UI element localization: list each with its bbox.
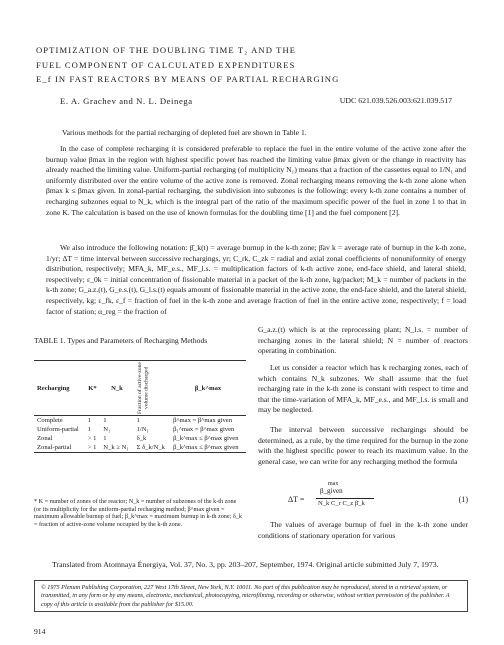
equation-1 bbox=[288, 481, 468, 516]
table-row bbox=[34, 443, 246, 453]
table-cell: > 1 bbox=[87, 444, 97, 451]
table-cell: δ_k bbox=[136, 435, 147, 442]
table-cell: β_k^max ≤ β^max given bbox=[173, 435, 239, 442]
paragraph-5: The interval between successive rechargings should be determined, as a rule, by the time required for the burnup in the zone with the highest specific power to reach its maximum value. In the general case, we can write for any recharging method the formula bbox=[258, 425, 468, 466]
table-cell: β_k^max ≤ β^max given bbox=[173, 444, 239, 451]
table-header-row bbox=[34, 361, 246, 416]
equation-max-label: max bbox=[328, 481, 339, 487]
table-cell: 1 bbox=[103, 435, 107, 442]
table-cell: Complete bbox=[37, 417, 63, 424]
paragraph-2: In the case of complete recharging it is considered preferable to replace the fuel in the entire volume of the active zone after the burnup value βmax in the region with highest specific power has reached the limiting value βmax given or the change in reactivity has already reached the limiting value. Uniform-partial recharging (of multiplicity N₁) means that a fraction of the cassettes equal to 1/N₁ and uniformly distributed over the entire volume of the active zone is removed. Zonal recharging means removing the k-th zone alone when βmax k ≤ βmax given. In zonal-partial recharging, the subdivision into subzones is the following: every k-th zone contains a number of recharging subzones equal to N_k, which is the integral part of the ratio of the maximum specific power of the fuel in zone 1 to that in zone K. The calculation is based on the use of known formulas for the doubling time [1] and the fuel component [2]. bbox=[46, 144, 466, 217]
table-cell: Σ δ_k/N_k bbox=[136, 444, 165, 451]
fraction-bar bbox=[316, 498, 374, 499]
title-line-2: FUEL COMPONENT OF CALCULATED EXPENDITURES bbox=[36, 59, 296, 70]
table-cell: 1 bbox=[87, 417, 92, 424]
paragraph-6: The values of average burnup of fuel in the k-th zone under conditions of stationary operation for various bbox=[258, 520, 468, 540]
udc-code: UDC 621.039.526.003:621.039.517 bbox=[339, 96, 452, 105]
equation-denominator: N_k C_r C_z β̄_k bbox=[318, 500, 365, 507]
table-cell: Uniform-partial bbox=[37, 426, 79, 433]
table-cell: > 1 bbox=[87, 435, 97, 442]
equation-numerator: β_given bbox=[320, 487, 343, 495]
equation-number: (1) bbox=[458, 495, 468, 504]
table-caption: TABLE 1. Types and Parameters of Recharging Methods bbox=[34, 336, 208, 345]
table-cell: β^max = β^max given bbox=[173, 417, 233, 424]
table-cell: Zonal-partial bbox=[37, 444, 72, 451]
paragraph-4: Let us consider a reactor which has k recharging zones, each of which contains N_k subzones. We shall assume that the fuel recharging rate in the k-th zone is constant with respect to time and that the time-variation of MFA_k, MF_e.s., and MF_l.s. is small and may be neglected. bbox=[258, 363, 468, 415]
table-header: K* bbox=[88, 384, 97, 392]
table-cell: N_k ≥ N₁ bbox=[103, 444, 129, 451]
table-cell: β₁^max = β^max given bbox=[173, 426, 235, 433]
paragraph-3-continued: G_a.z.(t) which is at the reprocessing plant; N_l.s. = number of recharging zones in the lateral shield; N = number of reactors operating in combination. bbox=[258, 325, 468, 356]
table-cell: N₁ bbox=[103, 426, 111, 433]
table-header: β_k^max bbox=[194, 384, 222, 392]
copyright-notice: © 1975 Plenum Publishing Corporation, 227 West 17th Street, New York, N.Y. 10011. No part of this publication may be reproduced, stored in a retrieval system, or transmitted, in any form or by any means, electronic, mechanical, photocopying, microfilming, recording or otherwise, without written permission of the publisher. A copy of this article is available from the publisher for $15.00. bbox=[34, 580, 468, 612]
table-header: Recharging bbox=[37, 384, 70, 392]
table-header: N_k bbox=[111, 384, 123, 392]
paper-title bbox=[36, 43, 476, 87]
table-row bbox=[34, 434, 246, 443]
page-number: 914 bbox=[34, 627, 46, 636]
table-row bbox=[34, 425, 246, 434]
table-cell: 1 bbox=[87, 426, 92, 433]
equation-lhs: ΔT = bbox=[288, 495, 305, 504]
translation-note: Translated from Atomnaya Énergiya, Vol. 37, No. 3, pp. 203–207, September, 1974. Original article submitted July 7, 1973. bbox=[52, 560, 439, 569]
table-header: Fraction of active-zone volume discharged bbox=[136, 362, 149, 414]
title-line-3: E_f IN FAST REACTORS BY MEANS OF PARTIAL RECHARGING bbox=[36, 74, 340, 84]
table-cell: Zonal bbox=[37, 435, 53, 442]
table-recharging-methods bbox=[34, 360, 246, 453]
table-cell: 1/N₁ bbox=[136, 426, 149, 433]
table-cell: 1 bbox=[103, 417, 107, 424]
table-row bbox=[34, 416, 246, 426]
table-cell: 1 bbox=[136, 417, 140, 424]
paragraph-3: We also introduce the following notation: β̄_k(t) = average burnup in the k-th zone; β̄av k = average rate of burnup in the k-th zone, 1/yr; ΔT = time interval between successive rechargings, yr; C_rk, C_zk = radial and axial zonal coefficients of nonuniformity of energy distribution, respectively; MFA_k, MF_e.s., MF_l.s. = multiplication factors of k-th active zone, end-face shield, and lateral shield, respectively; ε_0k = initial concentration of fissionable material in a packet of the k-th zone, kg/packet; M_k = number of packets in the k-th zone; G_a.z.(t), G_e.s.(t), G_l.s.(t) equals amount of fissionable material in the active zone, the end-face shield, and the lateral shield, respectively, kg; ε_fk, ε_f = fraction of fuel in the k-th zone and average fraction of fuel in the entire active zone, respectively; f = load factor of station; α_reg = the fraction of bbox=[46, 243, 466, 316]
paragraph-1: Various methods for the partial recharging of depleted fuel are shown in Table 1. bbox=[62, 128, 307, 137]
title-line-1: OPTIMIZATION OF THE DOUBLING TIME T₂ AND THE bbox=[36, 45, 297, 55]
authors: E. A. Grachev and N. L. Deinega bbox=[60, 96, 193, 106]
table-footnote: * K = number of zones of the reactor; N_k = number of subzones of the k-th zone (or its multiplicity for the uniform-partial recharging method; β^max given = maximum allowable burnup of fuel; β_k^max = maximum burnup in k-th zone; δ_k = fraction of active-zone volume occupied by the k-th zone. bbox=[34, 498, 243, 528]
